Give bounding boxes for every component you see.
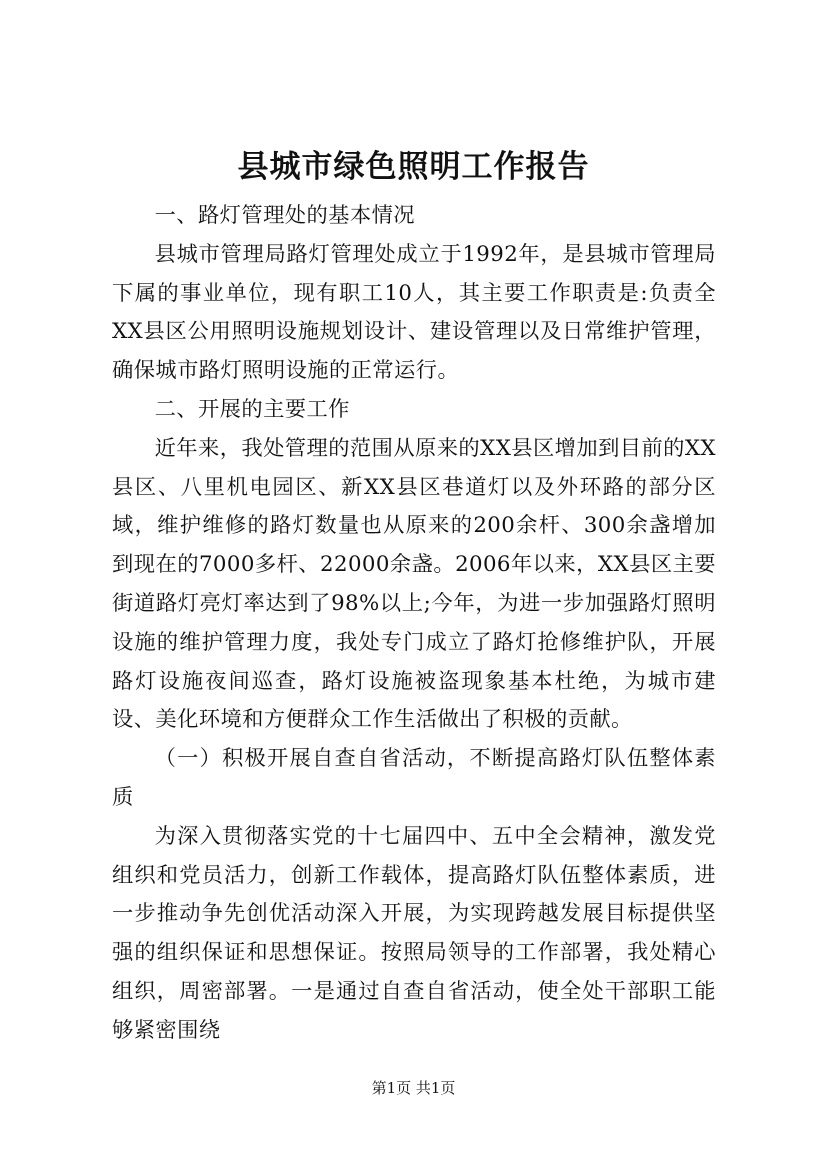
body-paragraph: 为深入贯彻落实党的十七届四中、五中全会精神，激发党组织和党员活力，创新工作载体，提高路灯队伍整体素质，进一步推动争先创优活动深入开展，为实现跨越发展目标提供坚强的组织保证和思想保证。按照局领导的工作部署，我处精心组织，周密部署。一是通过自查自省活动，使全处干部职工能够紧密围绕 xyxy=(112,823,716,1043)
subsection-heading: （一）积极开展自查自省活动，不断提高路灯队伍整体素质 xyxy=(112,746,716,810)
body-paragraph: 近年来，我处管理的范围从原来的XX县区增加到目前的XX县区、八里机电园区、新XX县区巷道灯以及外环路的部分区域，维护维修的路灯数量也从原来的200余杆、300余盏增加到现在的7000多杆、22000余盏。2006年以来，XX县区主要街道路灯亮灯率达到了98%以上;今年，为进一步加强路灯照明设施的维护管理力度，我处专门成立了路灯抢修维护队，开展路灯设施夜间巡查，路灯设施被盗现象基本杜绝，为城市建设、美化环境和方便群众工作生活做出了积极的贡献。 xyxy=(112,435,716,733)
document-body xyxy=(112,197,716,1051)
page-footer: 第1页 共1页 xyxy=(371,1079,456,1097)
body-paragraph: 县城市管理局路灯管理处成立于1992年，是县城市管理局下属的事业单位，现有职工10人，其主要工作职责是:负责全XX县区公用照明设施规划设计、建设管理以及日常维护管理，确保城市路灯照明设施的正常运行。 xyxy=(112,241,716,384)
section-heading: 二、开展的主要工作 xyxy=(154,396,350,422)
document-title: 县城市绿色照明工作报告 xyxy=(237,149,590,185)
section-heading: 一、路灯管理处的基本情况 xyxy=(154,203,415,228)
